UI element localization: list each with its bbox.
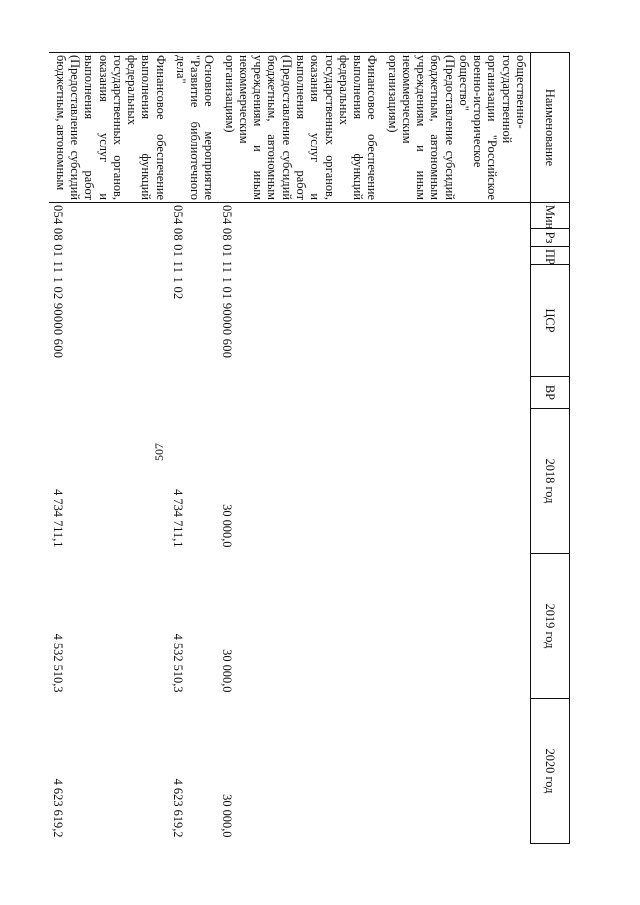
row-codes: 054 08 01 11 1 02 [170, 205, 185, 300]
table-row [50, 53, 170, 844]
header-name: Наименование [531, 53, 570, 203]
row-codes [381, 203, 530, 409]
row-2018: 30 000,0 [219, 504, 234, 548]
header-pr: ПР [531, 247, 570, 265]
row-2018: 4 734 711,1 [50, 489, 65, 548]
header-min: Мин [531, 203, 570, 229]
row-2018: 4 734 711,1 [170, 489, 185, 548]
table-row [218, 53, 381, 844]
row-2019: 4 532 510,3 [170, 633, 185, 693]
table-row [170, 53, 219, 844]
row-2020: 4 623 619,2 [50, 778, 65, 838]
row-name: общественно-государственной организации "Российское военно-историческое общество" (Предоставление субсидий бюджетным, автономным учреждениям и иным некоммерческим организациям) [381, 53, 530, 203]
row-codes: 054 08 01 11 1 02 90000 600 [50, 205, 65, 359]
header-2020: 2020 год [531, 699, 570, 844]
budget-table [50, 52, 571, 844]
page-number: 507 [152, 443, 166, 461]
table-header-row [531, 53, 570, 844]
header-rz: Рз [531, 229, 570, 247]
row-2019: 30 000,0 [219, 649, 234, 693]
row-2020: 4 623 619,2 [170, 778, 185, 838]
row-name: Финансовое обеспечение выполнения функций федеральных государственных органов, оказания услуг и выполнения работ (Предоставление субсидий бюджетным, автономным [50, 53, 170, 203]
row-name: Основное мероприятие "Развитие библиотечного дела" [170, 53, 219, 203]
row-2020 [381, 699, 530, 844]
table-row [381, 53, 530, 844]
header-2019: 2019 год [531, 554, 570, 699]
row-name: Финансовое обеспечение выполнения функций федеральных государственных органов, оказания услуг и выполнения работ (Предоставление субсидий бюджетным, автономным учреждениям и иным некоммерческим организациям) [218, 53, 381, 203]
header-2018: 2018 год [531, 409, 570, 554]
row-2018 [381, 409, 530, 554]
row-2019 [381, 554, 530, 699]
header-vr: ВР [531, 377, 570, 409]
row-2020: 30 000,0 [219, 794, 234, 838]
header-csr: ЦСР [531, 265, 570, 377]
row-codes: 054 08 01 11 1 01 90000 600 [219, 205, 234, 359]
budget-table-sheet [50, 52, 570, 843]
row-2019: 4 532 510,3 [50, 633, 65, 693]
